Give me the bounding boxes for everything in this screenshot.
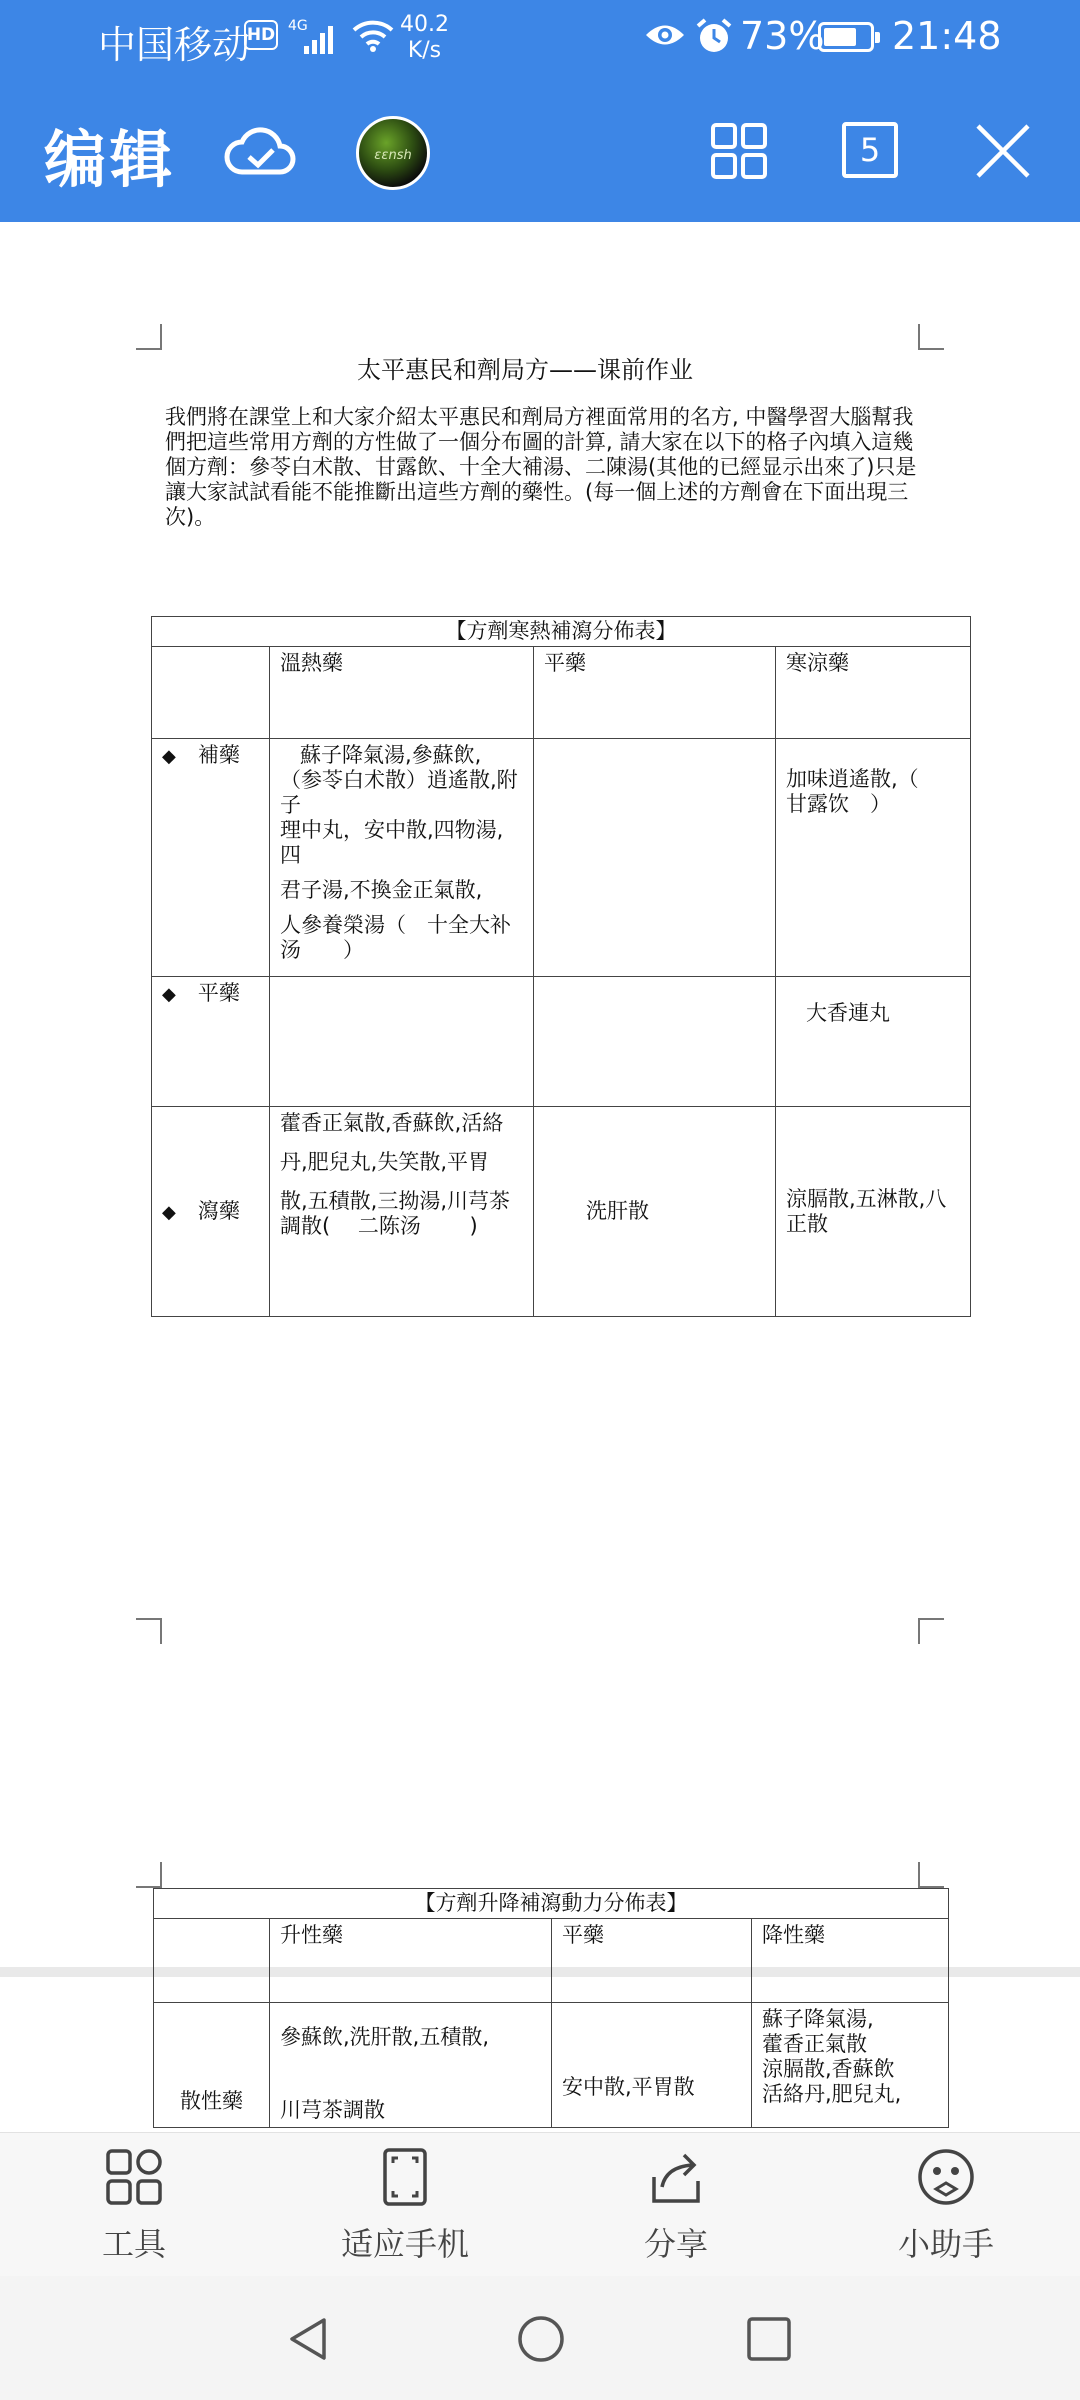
fit-screen-label: 适应手机 bbox=[340, 2225, 469, 2263]
cloud-sync-icon[interactable] bbox=[224, 120, 296, 184]
cell-line: 藿香正氣散,香蘇飲,活絡 bbox=[280, 1111, 504, 1135]
table-header: 溫熱藥 bbox=[270, 647, 534, 739]
tools-label: 工具 bbox=[101, 2225, 166, 2263]
fit-screen-icon bbox=[375, 2147, 435, 2207]
alarm-icon bbox=[694, 16, 734, 60]
document-title: 太平惠民和劑局方——课前作业 bbox=[357, 356, 693, 384]
table-row bbox=[152, 739, 971, 977]
table-row bbox=[154, 2003, 949, 2128]
cell-line: 散,五積散,三拗湯,川芎茶調散( 二陈汤 ) bbox=[280, 1189, 511, 1238]
table-row bbox=[152, 977, 971, 1107]
table-cell bbox=[270, 1107, 534, 1317]
crop-mark bbox=[136, 1618, 162, 1644]
document-paragraph: 我們將在課堂上和大家介紹太平惠民和劑局方裡面常用的名方, 中醫學習大腦幫我們把這些常用方劑的方性做了一個分布圖的計算, 請大家在以下的格子內填入這幾個方劑：參苓白术散、甘露飲、十全大補湯、二陳湯(其他的已經显示出來了)只是讓大家試試看能不能推斷出這些方劑的藥性。(每一個上述的方劑會在下面出現三次)。 bbox=[165, 405, 917, 529]
bottom-toolbar bbox=[0, 2132, 1080, 2276]
status-bar bbox=[0, 0, 1080, 80]
cell-line: 蘇子降氣湯,參蘇飲, bbox=[300, 743, 482, 767]
table-cell bbox=[752, 2003, 949, 2128]
row-label: ◆ 平藥 bbox=[152, 977, 270, 1107]
assistant-button[interactable] bbox=[846, 2147, 1046, 2265]
crop-mark bbox=[918, 324, 944, 350]
network-type: 4G bbox=[288, 18, 308, 34]
eye-comfort-icon bbox=[644, 20, 686, 54]
table-cell: 洗肝散 bbox=[534, 1107, 776, 1317]
grid-view-icon[interactable] bbox=[710, 122, 768, 184]
home-icon[interactable] bbox=[516, 2314, 566, 2364]
table-header bbox=[154, 1919, 270, 2003]
speed-unit: K/s bbox=[407, 38, 442, 63]
system-nav-bar bbox=[0, 2276, 1080, 2400]
user-avatar[interactable]: ɛɛnsh bbox=[356, 116, 430, 190]
share-icon bbox=[646, 2147, 706, 2207]
table-header: 升性藥 bbox=[270, 1919, 552, 2003]
table-cell bbox=[270, 977, 534, 1107]
cell-line: 丹,肥兒丸,失笑散,平胃 bbox=[280, 1150, 490, 1174]
clock: 21:48 bbox=[892, 14, 1002, 58]
table-cell: 涼膈散,五淋散,八正散 bbox=[776, 1107, 971, 1317]
cell-line: 人參養榮湯（ 十全大补汤 ） bbox=[280, 913, 511, 962]
tools-button[interactable] bbox=[34, 2147, 234, 2265]
cell-line: 藿香正氣散 bbox=[762, 2032, 867, 2056]
hd-badge: HD bbox=[244, 20, 278, 50]
battery-percent: 73% bbox=[740, 14, 825, 58]
table-header: 寒涼藥 bbox=[776, 647, 971, 739]
table-cell bbox=[270, 2003, 552, 2128]
share-label: 分享 bbox=[643, 2225, 708, 2263]
battery-fill bbox=[824, 28, 856, 46]
cell-line: 理中丸，安中散,四物湯,四 bbox=[280, 818, 504, 867]
network-speed bbox=[400, 12, 449, 64]
table-caption: 【方劑寒熱補瀉分佈表】 bbox=[152, 617, 971, 647]
assistant-label: 小助手 bbox=[897, 2225, 994, 2263]
table-cell: 加味逍遙散,（ 甘露饮 ） bbox=[776, 739, 971, 977]
app-header bbox=[0, 80, 1080, 222]
row-label: ◆ 補藥 bbox=[152, 739, 270, 977]
cell-line: 君子湯,不換金正氣散, bbox=[280, 878, 483, 902]
cellular-signal-icon bbox=[286, 16, 346, 60]
table-row bbox=[152, 1107, 971, 1317]
table-cell: 大香連丸 bbox=[776, 977, 971, 1107]
table-cell bbox=[534, 977, 776, 1107]
tools-icon bbox=[104, 2147, 164, 2207]
crop-mark bbox=[918, 1618, 944, 1644]
cell-line: 活絡丹,肥兒丸, bbox=[762, 2082, 902, 2106]
cell-line: 川芎茶調散 bbox=[280, 2098, 385, 2122]
crop-mark bbox=[136, 324, 162, 350]
row-label: ◆ 瀉藥 bbox=[152, 1107, 270, 1317]
table-header: 降性藥 bbox=[752, 1919, 949, 2003]
cell-line: 涼膈散,香蘇飲 bbox=[762, 2057, 895, 2081]
share-button[interactable] bbox=[576, 2147, 776, 2265]
recents-icon[interactable] bbox=[744, 2314, 794, 2364]
table-header: 平藥 bbox=[552, 1919, 752, 2003]
row-label: 散性藥 bbox=[154, 2003, 270, 2128]
table-cell: 安中散,平胃散 bbox=[552, 2003, 752, 2128]
close-icon[interactable] bbox=[974, 122, 1032, 184]
back-icon[interactable] bbox=[284, 2314, 334, 2364]
crop-mark bbox=[918, 1862, 944, 1888]
carrier-name: 中国移动 bbox=[98, 23, 251, 67]
distribution-table bbox=[151, 616, 971, 1317]
speed-value: 40.2 bbox=[400, 12, 449, 37]
cell-line: 參蘇飲,洗肝散,五積散, bbox=[280, 2025, 490, 2049]
table-cell bbox=[534, 739, 776, 977]
document-viewer[interactable] bbox=[0, 222, 1080, 2132]
table-header: 平藥 bbox=[534, 647, 776, 739]
crop-mark bbox=[136, 1862, 162, 1888]
cell-line: 蘇子降氣湯, bbox=[762, 2007, 874, 2031]
table-caption: 【方劑升降補瀉動力分佈表】 bbox=[154, 1889, 949, 1919]
fit-screen-button[interactable] bbox=[305, 2147, 505, 2265]
table-header bbox=[152, 647, 270, 739]
wifi-icon bbox=[352, 18, 394, 56]
tab-count-button[interactable]: 5 bbox=[842, 122, 898, 178]
assistant-icon bbox=[916, 2147, 976, 2207]
battery-icon bbox=[818, 22, 874, 52]
cell-line: （参苓白术散）逍遙散,附子 bbox=[280, 768, 518, 817]
edit-button[interactable]: 编辑 bbox=[44, 123, 177, 196]
table-cell bbox=[270, 739, 534, 977]
dynamics-table bbox=[153, 1888, 949, 2128]
